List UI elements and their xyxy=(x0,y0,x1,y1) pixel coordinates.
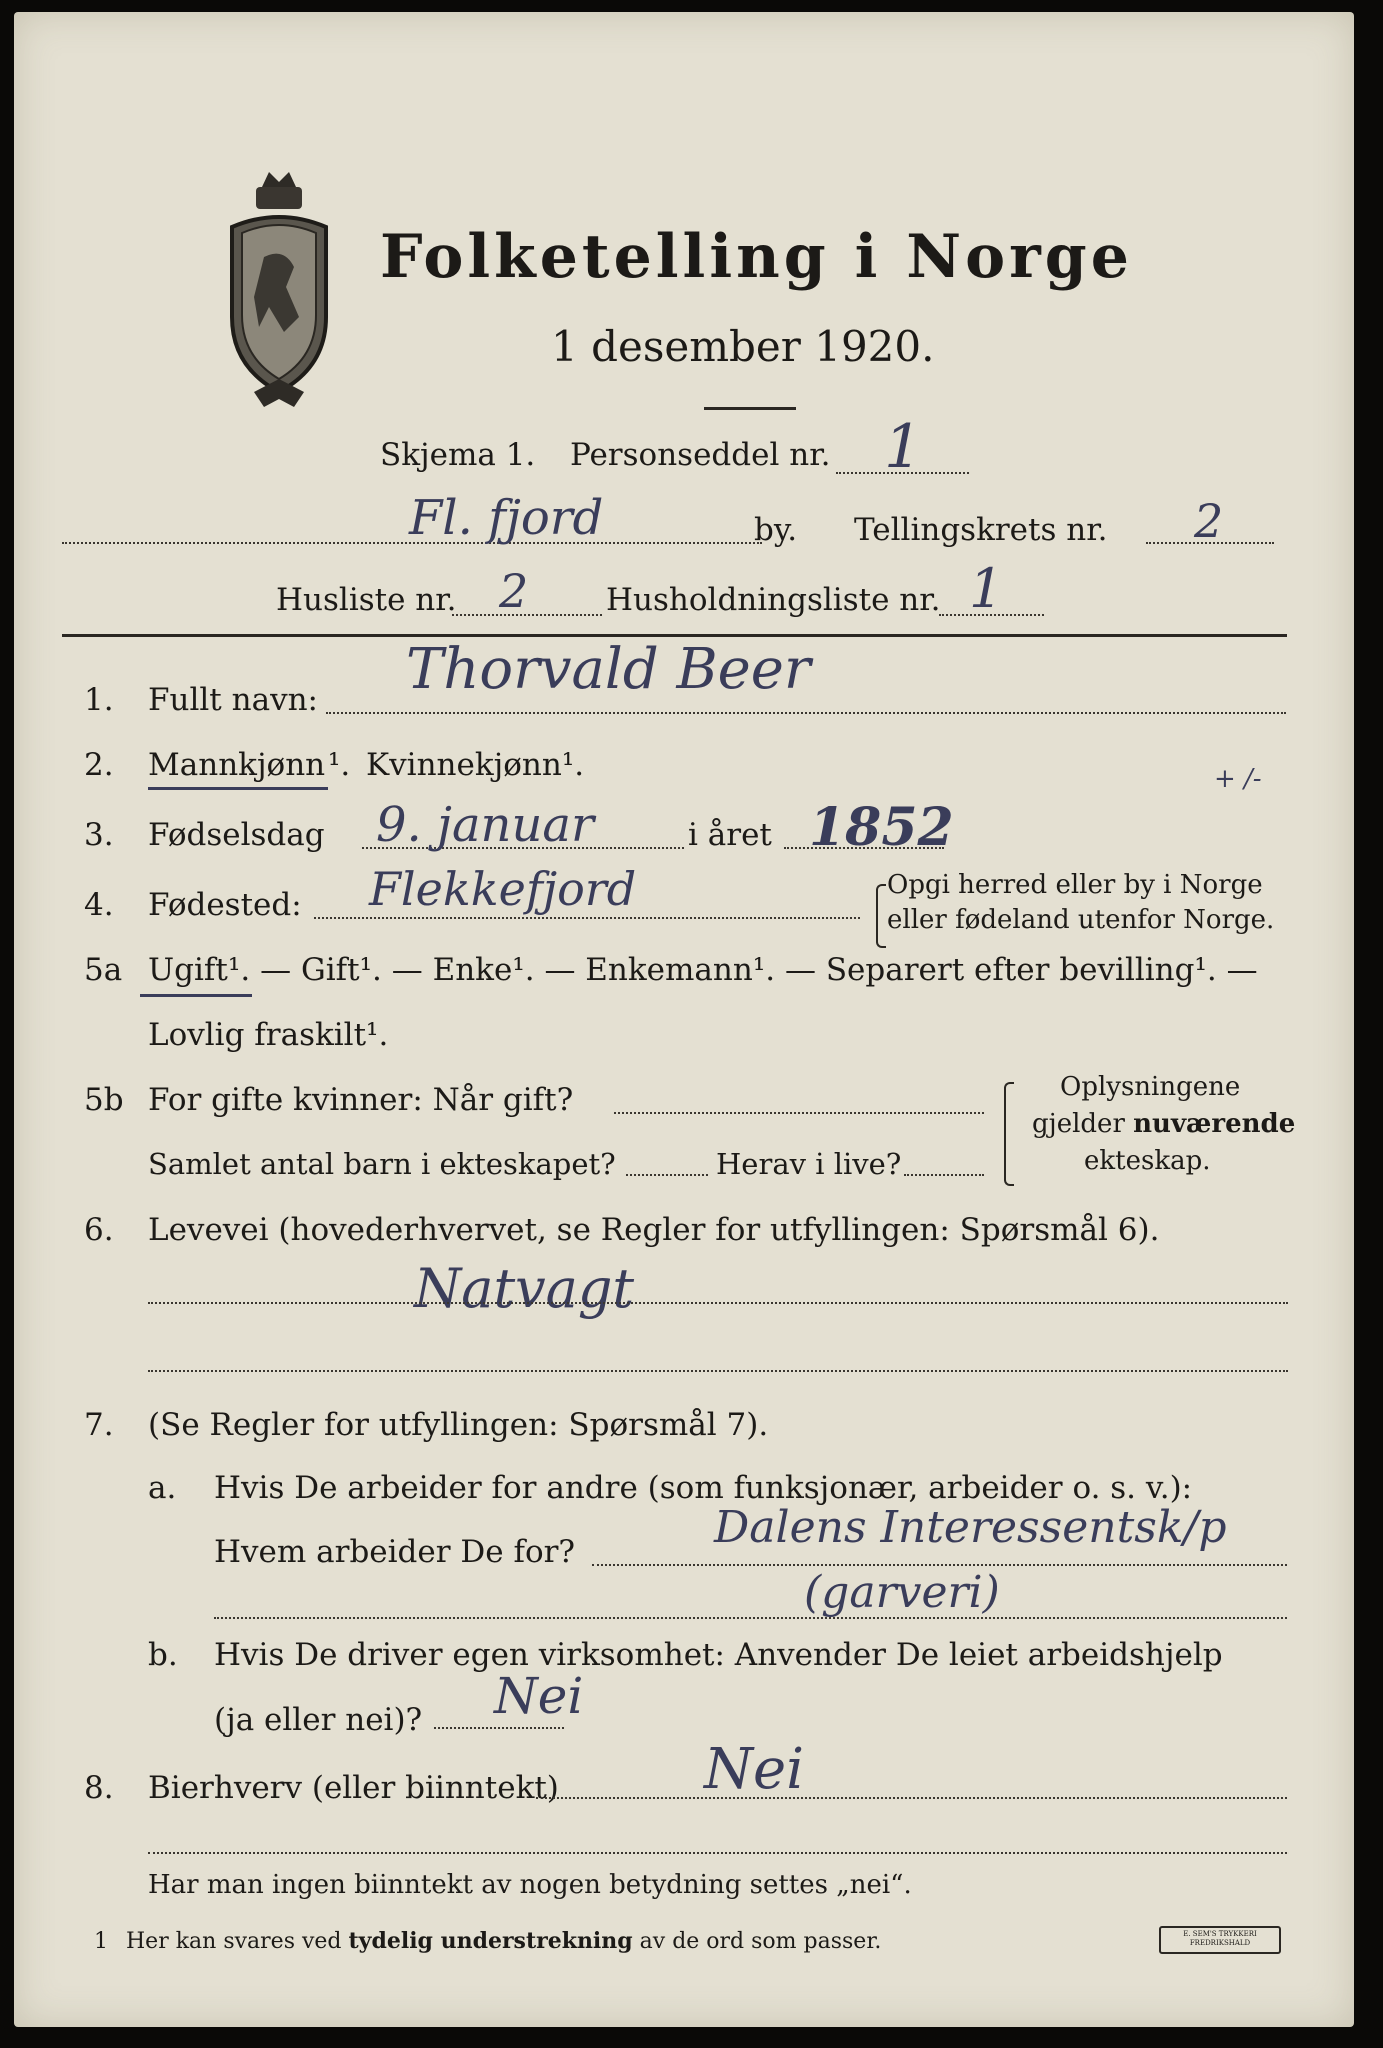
footnote xyxy=(94,1928,881,1954)
footer-note: Har man ingen biinntekt av nogen betydning settes „nei“. xyxy=(148,1870,912,1900)
husliste-label: Husliste nr. xyxy=(276,582,457,618)
q7a-line1 xyxy=(592,1564,1287,1566)
q1-label: Fullt navn: xyxy=(148,682,318,718)
q6-line1 xyxy=(148,1302,1288,1304)
q5a-ugift-underline xyxy=(140,994,252,997)
title-divider xyxy=(704,407,796,410)
tellingskrets-label: Tellingskrets nr. xyxy=(854,512,1108,548)
q2-number: 2. xyxy=(84,747,114,783)
q5b-note-line1: Oplysningene xyxy=(1060,1072,1241,1102)
q2-mann-underline xyxy=(148,787,328,790)
q1-value: Thorvald Beer xyxy=(406,637,811,702)
personseddel-label: Personseddel nr. xyxy=(570,437,831,473)
q5b-note-gjelder: gjelder xyxy=(1032,1109,1134,1139)
footnote-text-c: av de ord som passer. xyxy=(632,1929,882,1954)
q1-number: 1. xyxy=(84,682,114,718)
q5b-number: 5b xyxy=(84,1082,124,1118)
husholdningsliste-value: 1 xyxy=(969,557,1004,620)
q7a-value2: (garveri) xyxy=(804,1567,1000,1618)
q8-line xyxy=(536,1797,1287,1799)
husliste-value: 2 xyxy=(499,564,529,618)
q5b-live-line xyxy=(904,1174,984,1176)
q2-mann-option: Mannkjønn xyxy=(148,747,326,783)
footnote-text-emphasis: tydelig understrekning xyxy=(348,1928,633,1954)
footnote-mark: 1 xyxy=(94,1929,108,1954)
q7a-line2-label: Hvem arbeider De for? xyxy=(214,1534,576,1570)
q7b-value: Nei xyxy=(494,1667,584,1725)
q4-note-line2: eller fødeland utenfor Norge. xyxy=(887,905,1275,935)
q5b-bracket xyxy=(1004,1082,1014,1186)
q1-line xyxy=(326,712,1286,714)
q5b-gift-line xyxy=(614,1112,984,1114)
form-title: Folketelling i Norge xyxy=(380,222,1133,292)
q8-label: Bierhverv (eller biinntekt) xyxy=(148,1770,559,1806)
q7a-line2 xyxy=(214,1617,1287,1619)
by-value: Fl. fjord xyxy=(409,490,604,546)
personseddel-value: 1 xyxy=(884,412,923,482)
q6-line2 xyxy=(148,1370,1288,1372)
q7a-letter: a. xyxy=(148,1470,177,1506)
q4-note-line1: Opgi herred eller by i Norge xyxy=(887,870,1263,900)
q3-label: Fødselsdag xyxy=(148,817,325,853)
q5b-note-line3: ekteskap. xyxy=(1084,1146,1211,1176)
q4-number: 4. xyxy=(84,887,114,923)
q7a-label: Hvis De arbeider for andre (som funksjonær, arbeider o. s. v.): xyxy=(214,1470,1193,1506)
q5b-live-label: Herav i live? xyxy=(716,1147,902,1181)
q8-number: 8. xyxy=(84,1770,114,1806)
q3-value: 9. januar xyxy=(376,797,594,853)
q6-value: Natvagt xyxy=(414,1257,635,1320)
printer-stamp-text: E. SEM'S TRYKKERI FREDRIKSHALD xyxy=(1183,1930,1257,1947)
q5b-label: For gifte kvinner: Når gift? xyxy=(148,1082,574,1118)
q5a-options: ¹. — Gift¹. — Enke¹. — Enkemann¹. — Separert efter bevilling¹. — xyxy=(228,952,1258,988)
census-date: 1 desember 1920. xyxy=(551,322,935,371)
q3-year-label: i året xyxy=(688,817,772,853)
q5a-number: 5a xyxy=(84,952,123,988)
q7a-value: Dalens Interessentsk/p xyxy=(714,1502,1227,1553)
q2-kvinne-option: Kvinnekjønn¹. xyxy=(366,747,585,783)
q7b-label: Hvis De driver egen virksomhet: Anvender De leiet arbeidshjelp xyxy=(214,1637,1223,1673)
q6-label: Levevei (hovederhvervet, se Regler for utfyllingen: Spørsmål 6). xyxy=(148,1212,1160,1248)
q6-number: 6. xyxy=(84,1212,114,1248)
q5a-ugift-option: Ugift xyxy=(148,952,228,988)
footnote-text-a: Her kan svares ved xyxy=(126,1929,349,1954)
q4-value: Flekkefjord xyxy=(369,862,637,916)
q5a-line2: Lovlig fraskilt¹. xyxy=(148,1017,389,1053)
by-label: by. xyxy=(754,512,798,548)
q7-number: 7. xyxy=(84,1407,114,1443)
coat-of-arms-emblem xyxy=(214,167,344,407)
census-form xyxy=(14,12,1354,2027)
tellingskrets-value: 2 xyxy=(1194,494,1224,548)
q3-number: 3. xyxy=(84,817,114,853)
q7b-letter: b. xyxy=(148,1637,178,1673)
q5b-barn-line xyxy=(626,1174,708,1176)
skjema-label: Skjema 1. xyxy=(380,437,536,473)
q4-line xyxy=(314,917,860,919)
q5b-barn-label: Samlet antal barn i ekteskapet? xyxy=(148,1147,616,1181)
husholdningsliste-label: Husholdningsliste nr. xyxy=(606,582,941,618)
q7b-line2-label: (ja eller nei)? xyxy=(214,1702,423,1738)
q7-label: (Se Regler for utfyllingen: Spørsmål 7). xyxy=(148,1407,769,1443)
q3-year-value: 1852 xyxy=(809,797,954,858)
q5b-note-nuvaerende: nuværende xyxy=(1133,1109,1296,1139)
q2-margin-mark: + /- xyxy=(1214,764,1262,794)
q4-label: Fødested: xyxy=(148,887,302,923)
footer-line xyxy=(148,1852,1287,1854)
printer-stamp xyxy=(1159,1926,1281,1954)
q4-bracket xyxy=(876,884,886,948)
q7b-line xyxy=(434,1727,564,1729)
q2-separator: ¹. xyxy=(328,747,351,783)
q8-value: Nei xyxy=(704,1737,805,1802)
q5b-note-line2 xyxy=(1032,1109,1295,1139)
